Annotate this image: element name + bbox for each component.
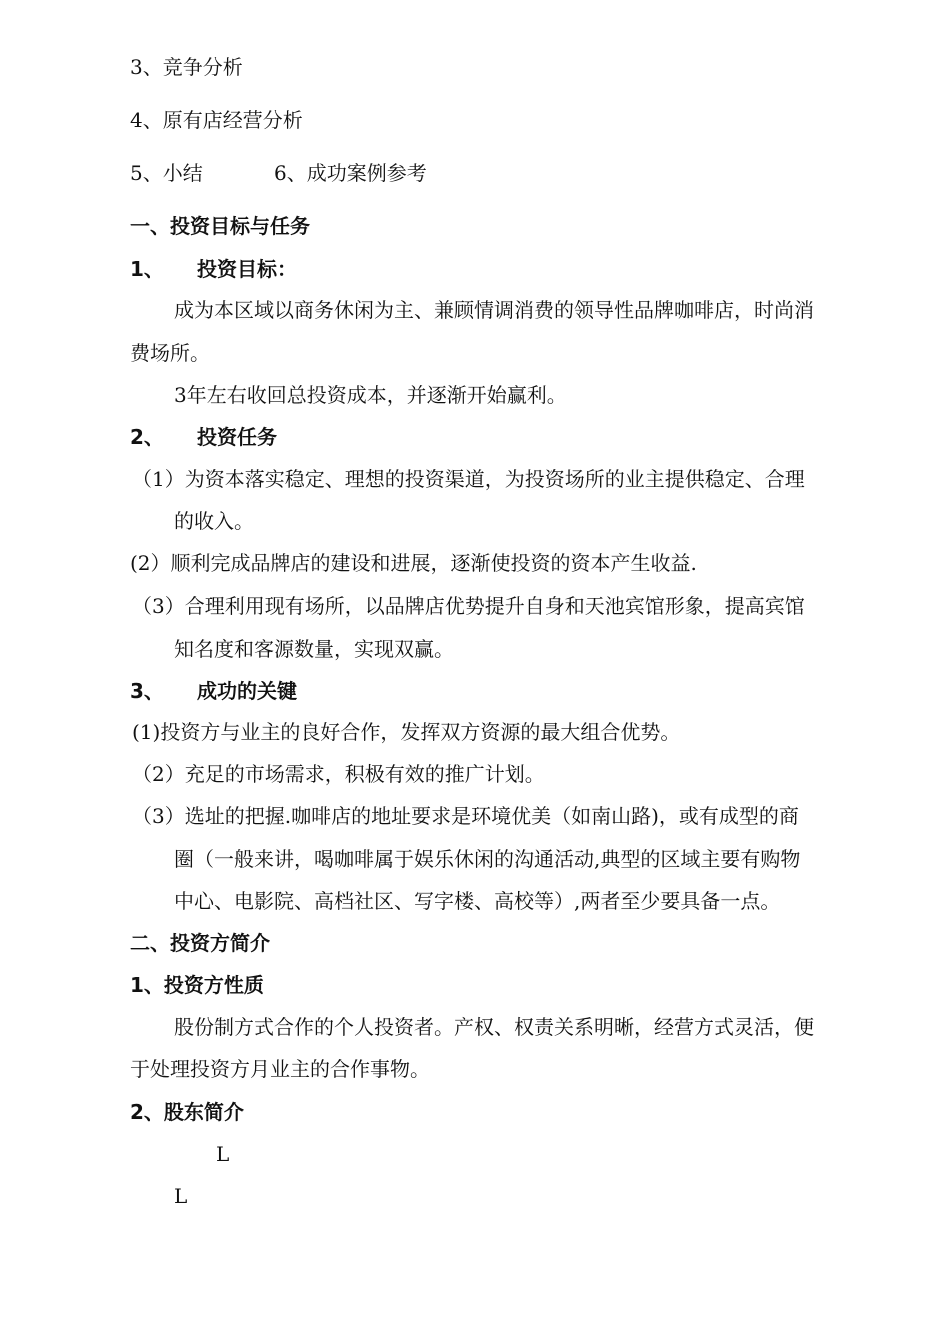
toc-item-4: 4、原有店经营分析 bbox=[130, 108, 303, 132]
subsection-1-1-number: 1、 bbox=[130, 257, 164, 281]
list-item-line: (1)投资方与业主的良好合作，发挥双方资源的最大组合优势。 bbox=[132, 720, 681, 744]
toc-item-5: 5、小结 bbox=[130, 161, 203, 185]
list-item-line: （3）选址的把握.咖啡店的地址要求是环境优美（如南山路)，或有成型的商 bbox=[132, 804, 799, 828]
toc-item-3: 3、竞争分析 bbox=[130, 55, 243, 79]
paragraph-line: 成为本区域以商务休闲为主、兼顾情调消费的领导性品牌咖啡店，时尚消 bbox=[174, 298, 814, 322]
subsection-2-2-title: 2、股东简介 bbox=[130, 1100, 244, 1124]
list-item-line: （1）为资本落实稳定、理想的投资渠道，为投资场所的业主提供稳定、合理 bbox=[132, 467, 805, 491]
subsection-1-2-number: 2、 bbox=[130, 425, 164, 449]
stray-mark: L bbox=[174, 1184, 188, 1208]
subsection-2-1-title: 1、投资方性质 bbox=[130, 973, 264, 997]
section-2-heading: 二、投资方简介 bbox=[130, 931, 270, 955]
subsection-1-1-title: 投资目标： bbox=[197, 257, 297, 281]
list-item-line: 知名度和客源数量，实现双赢。 bbox=[174, 637, 454, 661]
subsection-1-3-title: 成功的关键 bbox=[197, 679, 297, 703]
list-item-line: 中心、电影院、高档社区、写字楼、高校等）,两者至少要具备一点。 bbox=[174, 889, 781, 913]
list-item-line: 的收入。 bbox=[174, 509, 254, 533]
paragraph-line: 于处理投资方月业主的合作事物。 bbox=[130, 1057, 430, 1081]
paragraph-line: 3年左右收回总投资成本，并逐渐开始赢利。 bbox=[174, 383, 567, 407]
list-item-line: (2）顺利完成品牌店的建设和进展，逐渐使投资的资本产生收益. bbox=[130, 551, 697, 575]
paragraph-line: 费场所。 bbox=[130, 341, 210, 365]
list-item-line: 圈（一般来讲，喝咖啡属于娱乐休闲的沟通活动,典型的区域主要有购物 bbox=[174, 847, 801, 871]
subsection-1-3-number: 3、 bbox=[130, 679, 164, 703]
paragraph-line: 股份制方式合作的个人投资者。产权、权责关系明晰，经营方式灵活，便 bbox=[174, 1015, 814, 1039]
stray-mark: L bbox=[216, 1142, 230, 1166]
list-item-line: （3）合理利用现有场所，以品牌店优势提升自身和天池宾馆形象，提高宾馆 bbox=[132, 594, 805, 618]
toc-item-6: 6、成功案例参考 bbox=[274, 161, 427, 185]
list-item-line: （2）充足的市场需求，积极有效的推广计划。 bbox=[132, 762, 545, 786]
section-1-heading: 一、投资目标与任务 bbox=[130, 214, 310, 238]
subsection-1-2-title: 投资任务 bbox=[197, 425, 277, 449]
